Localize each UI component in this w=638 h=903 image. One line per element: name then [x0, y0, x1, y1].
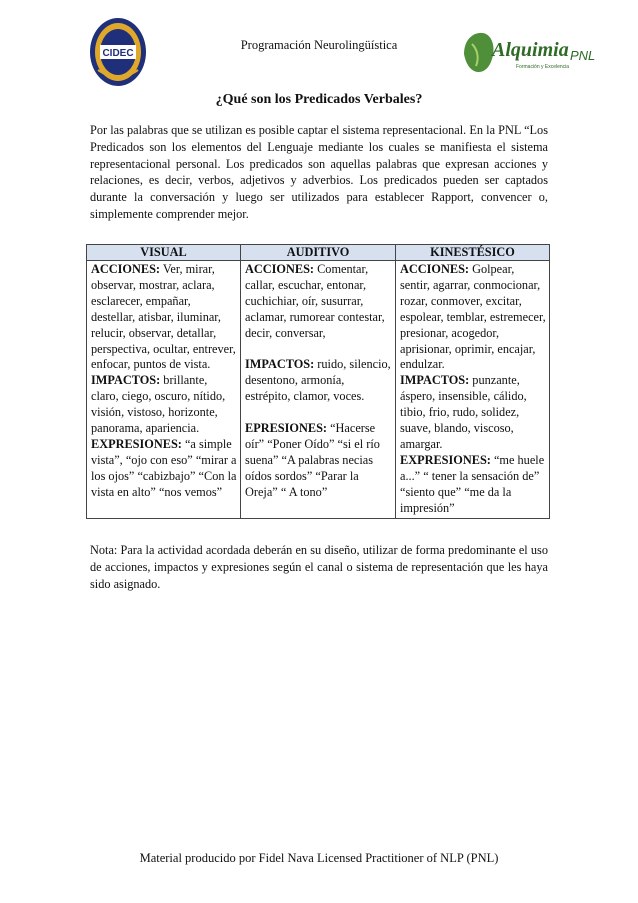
kinestesico-cell	[396, 261, 550, 519]
header-title: Programación Neurolingüística	[240, 38, 398, 52]
kinestesico-acciones: ACCIONES: Golpear, sentir, agarrar, conmocionar, rozar, conmover, excitar, espolear, temblar, estremecer, presionar, acogedor, aprisionar, oprimir, encajar, endulzar.	[400, 262, 546, 372]
leaf-head-icon	[464, 33, 493, 72]
alquimia-logo	[458, 26, 608, 82]
auditivo-expresiones: EPRESIONES: “Hacerse oír” “Poner Oído” “si el río suena” “A palabras necias oídos sordos” “Parar la Oreja” “ A tono”	[245, 421, 380, 499]
cidec-seal-icon	[88, 12, 148, 92]
column-header-auditivo: AUDITIVO	[241, 245, 396, 261]
kinestesico-expresiones: EXPRESIONES: “me huele a...” “ tener la sensación de” “siento que” “me da la impresión”	[400, 452, 545, 515]
visual-acciones: ACCIONES: Ver, mirar, observar, mostrar, aclara, esclarecer, empañar, destellar, atisbar, iluminar, relucir, observar, detallar, perspectiva, ocultar, entrever, enfocar, puntos de vista.	[91, 262, 236, 372]
alquimia-wordmark: Alquimia	[492, 39, 569, 61]
activity-note: Nota: Para la actividad acordada deberán en su diseño, utilizar de forma predominante el uso de acciones, impactos y expresiones según el canal o sistema de representación que les haya sido asignado.	[90, 543, 548, 591]
document-title: ¿Qué son los Predicados Verbales?	[215, 92, 423, 107]
intro-paragraph: Por las palabras que se utilizan es posible captar el sistema representacional. En la PNL “Los Predicados son los elementos del Lenguaje mediante los cuales se manifiesta el sistema representacional personal. Los predicados son aquellas palabras que expresan acciones y relaciones, es decir, verbos, adjetivos y adverbios. Los predicados pueden ser captados durante la conversación y luego ser utilizados para establecer Rapport, convencer o, simplemente comprender mejor.	[90, 123, 548, 221]
predicates-table	[86, 244, 550, 519]
cidec-logo-text: CIDEC	[102, 48, 134, 59]
visual-impactos: IMPACTOS: brillante, claro, ciego, oscuro, nítido, visión, vistoso, horizonte, panorama, apariencia.	[91, 373, 226, 436]
auditivo-impactos: IMPACTOS: ruido, silencio, desentono, armonía, estrépito, clamor, voces.	[245, 357, 391, 404]
table-row	[87, 261, 550, 519]
cidec-logo	[88, 12, 148, 92]
table-header-row	[87, 245, 550, 261]
column-header-kinestesico: KINESTÉSICO	[396, 245, 550, 261]
kinestesico-impactos: IMPACTOS: punzante, áspero, insensible, cálido, tibio, frio, rudo, solidez, suave, blando, viscoso, amargar.	[400, 373, 527, 451]
alquimia-tagline: Formación y Excelencia	[516, 64, 570, 70]
auditivo-cell	[241, 261, 396, 519]
visual-expresiones: EXPRESIONES: “a simple vista”, “ojo con eso” “mirar a los ojos” “cabizbajo” “Con la vista en alto” “nos vemos”	[91, 436, 237, 499]
visual-cell	[87, 261, 241, 519]
column-header-visual: VISUAL	[87, 245, 241, 261]
alquimia-pnl: PNL	[570, 48, 596, 63]
footer-credit: Material producido por Fidel Nava Licensed Practitioner of NLP (PNL)	[139, 851, 499, 865]
auditivo-acciones: ACCIONES: Comentar, callar, escuchar, entonar, cuchichiar, oír, susurrar, aclamar, rumorear contestar, decir, conversar,	[245, 262, 385, 340]
